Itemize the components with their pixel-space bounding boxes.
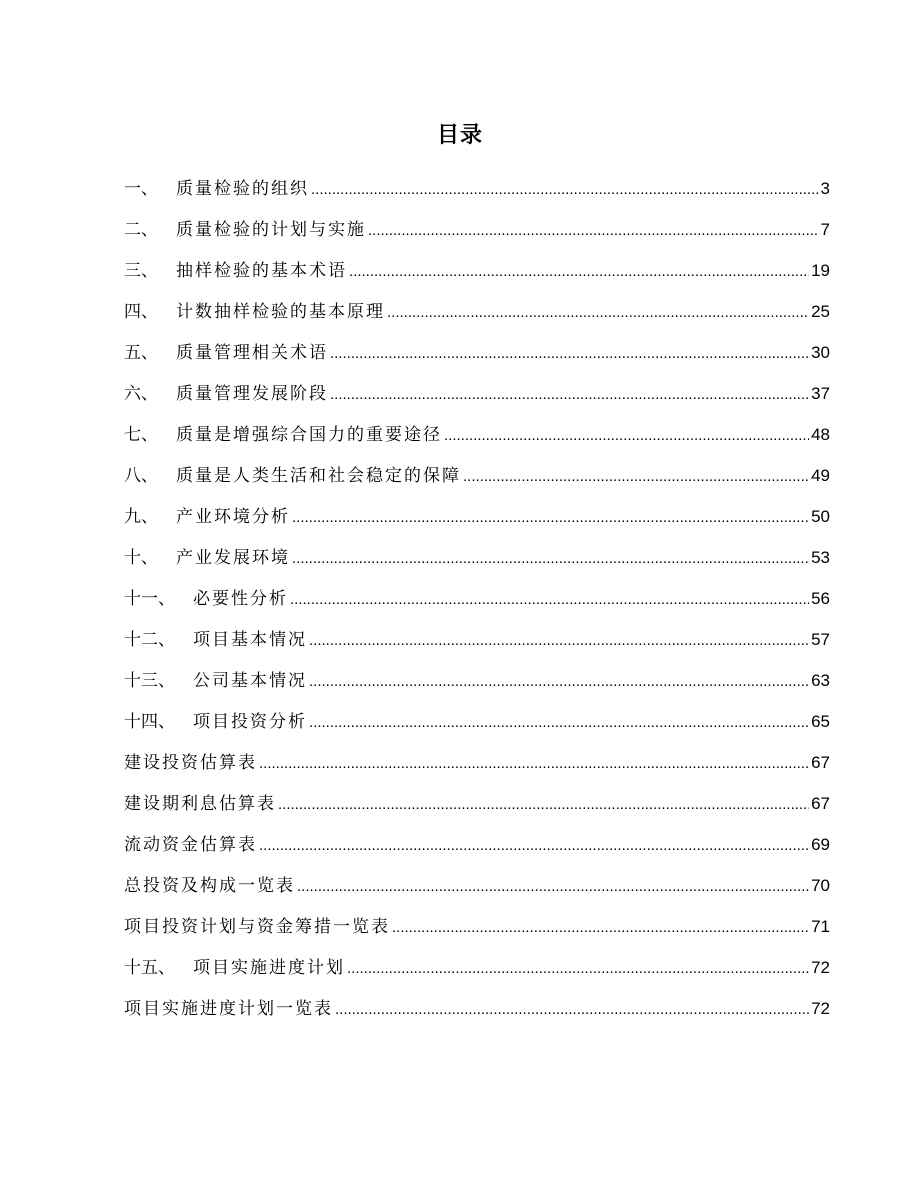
toc-entry[interactable] [124, 906, 830, 947]
toc-entry-text: 项目投资分析 [193, 712, 307, 732]
toc-dot-leader [463, 456, 809, 497]
toc-entry-text: 计数抽样检验的基本原理 [176, 302, 385, 322]
toc-entry-page-number: 57 [811, 630, 830, 649]
toc-dot-leader [309, 620, 809, 661]
toc-entry-text: 质量管理发展阶段 [176, 384, 328, 404]
toc-entry-number: 五、 [124, 343, 158, 363]
toc-entry[interactable] [124, 209, 830, 250]
toc-dot-leader [335, 989, 809, 1030]
toc-entry-text: 质量是人类生活和社会稳定的保障 [176, 466, 461, 486]
toc-entry[interactable] [124, 414, 830, 455]
toc-dot-leader [259, 743, 809, 784]
toc-entry[interactable] [124, 373, 830, 414]
toc-entry-number: 一、 [124, 179, 158, 199]
toc-entry-number: 十一、 [124, 589, 175, 609]
toc-dot-leader [444, 415, 809, 456]
toc-entry[interactable] [124, 496, 830, 537]
toc-entry-page-number: 49 [811, 466, 830, 485]
toc-entry-page-number: 65 [811, 712, 830, 731]
toc-entry[interactable] [124, 988, 830, 1029]
toc-entry-number: 十、 [124, 548, 158, 568]
toc-entry-page-number: 37 [811, 384, 830, 403]
toc-dot-leader [292, 497, 809, 538]
toc-entry[interactable] [124, 537, 830, 578]
toc-entry-page-number: 67 [811, 753, 830, 772]
toc-entry-page-number: 53 [811, 548, 830, 567]
toc-dot-leader [259, 825, 809, 866]
toc-entry[interactable] [124, 783, 830, 824]
toc-dot-leader [290, 579, 809, 620]
toc-entry-text: 建设投资估算表 [124, 753, 257, 773]
toc-entry-text: 项目实施进度计划 [193, 958, 345, 978]
toc-entry-text: 抽样检验的基本术语 [176, 261, 347, 281]
toc-entry[interactable] [124, 824, 830, 865]
toc-dot-leader [292, 538, 809, 579]
toc-entry[interactable] [124, 619, 830, 660]
toc-entry-text: 质量是增强综合国力的重要途径 [176, 425, 442, 445]
toc-entry[interactable] [124, 291, 830, 332]
toc-entry-text: 产业发展环境 [176, 548, 290, 568]
toc-entry-page-number: 3 [820, 179, 830, 198]
toc-dot-leader [349, 251, 809, 292]
toc-entry-page-number: 19 [811, 261, 830, 280]
toc-dot-leader [278, 784, 809, 825]
toc-entry[interactable] [124, 250, 830, 291]
toc-entry[interactable] [124, 578, 830, 619]
toc-entry[interactable] [124, 332, 830, 373]
toc-dot-leader [309, 661, 809, 702]
toc-entry-text: 流动资金估算表 [124, 835, 257, 855]
toc-entry-number: 八、 [124, 466, 158, 486]
toc-entry-text: 质量检验的组织 [176, 179, 309, 199]
toc-entry-page-number: 25 [811, 302, 830, 321]
toc-dot-leader [330, 374, 809, 415]
toc-entry[interactable] [124, 455, 830, 496]
toc-entry-number: 六、 [124, 384, 158, 404]
toc-entry-page-number: 48 [811, 425, 830, 444]
toc-entry[interactable] [124, 660, 830, 701]
toc-entry[interactable] [124, 742, 830, 783]
toc-entry-page-number: 56 [811, 589, 830, 608]
toc-entry-text: 项目投资计划与资金筹措一览表 [124, 917, 390, 937]
toc-entry-number: 三、 [124, 261, 158, 281]
toc-entry[interactable] [124, 701, 830, 742]
toc-entry-text: 必要性分析 [193, 589, 288, 609]
toc-entry[interactable] [124, 947, 830, 988]
toc-entry-number: 十二、 [124, 630, 175, 650]
toc-entry[interactable] [124, 865, 830, 906]
toc-entry-page-number: 69 [811, 835, 830, 854]
toc-entry-text: 项目实施进度计划一览表 [124, 999, 333, 1019]
toc-entry-page-number: 70 [811, 876, 830, 895]
toc-entry-page-number: 63 [811, 671, 830, 690]
toc-entry-text: 建设期利息估算表 [124, 794, 276, 814]
toc-entry-number: 十三、 [124, 671, 175, 691]
toc-dot-leader [330, 333, 809, 374]
toc-entry-text: 项目基本情况 [193, 630, 307, 650]
toc-dot-leader [387, 292, 809, 333]
toc-dot-leader [297, 866, 809, 907]
toc-dot-leader [347, 948, 809, 989]
toc-entry-text: 质量检验的计划与实施 [176, 220, 366, 240]
toc-entry-page-number: 72 [811, 999, 830, 1018]
toc-entry-text: 总投资及构成一览表 [124, 876, 295, 896]
toc-entry[interactable] [124, 168, 830, 209]
toc-dot-leader [311, 169, 819, 210]
toc-entry-page-number: 7 [820, 220, 830, 239]
toc-list [124, 168, 830, 1029]
toc-entry-number: 二、 [124, 220, 158, 240]
toc-entry-number: 十五、 [124, 958, 175, 978]
toc-entry-number: 九、 [124, 507, 158, 527]
toc-entry-text: 质量管理相关术语 [176, 343, 328, 363]
toc-entry-page-number: 71 [811, 917, 830, 936]
toc-dot-leader [368, 210, 819, 251]
toc-entry-number: 十四、 [124, 712, 175, 732]
toc-dot-leader [309, 702, 809, 743]
toc-title: 目录 [436, 123, 483, 148]
toc-entry-page-number: 30 [811, 343, 830, 362]
toc-entry-page-number: 72 [811, 958, 830, 977]
toc-entry-text: 公司基本情况 [193, 671, 307, 691]
toc-entry-number: 七、 [124, 425, 158, 445]
toc-entry-text: 产业环境分析 [176, 507, 290, 527]
toc-entry-page-number: 50 [811, 507, 830, 526]
toc-dot-leader [392, 907, 809, 948]
toc-entry-number: 四、 [124, 302, 158, 322]
toc-entry-page-number: 67 [811, 794, 830, 813]
